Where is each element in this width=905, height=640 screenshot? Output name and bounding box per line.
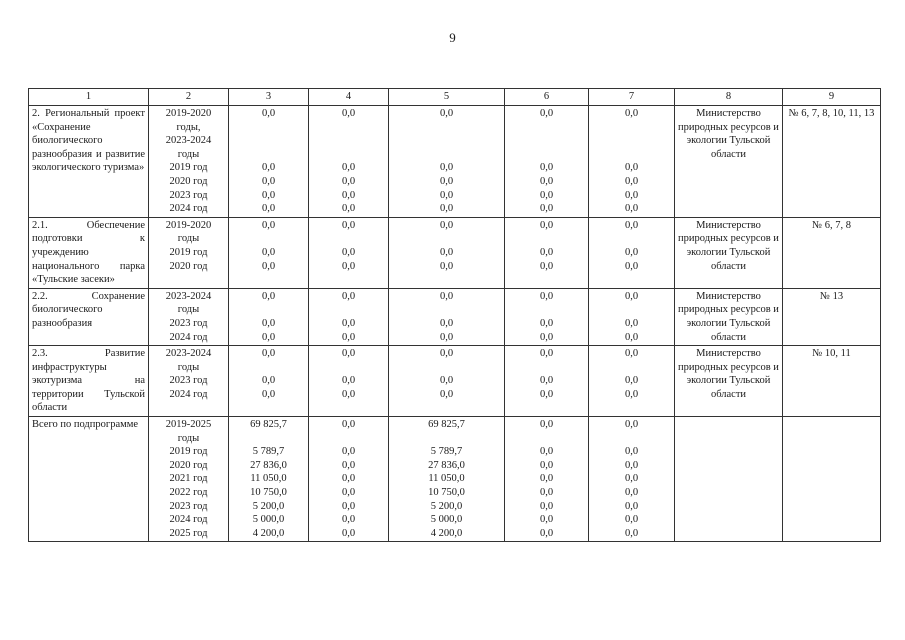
period-cell [149,217,229,288]
cell-line [592,303,671,317]
cell-line [592,432,671,446]
cell-line: 0,0 [539,260,554,272]
cell-line: 5 200,0 [252,500,285,512]
col-header-2: 2 [149,89,229,106]
col-header-3: 3 [229,89,309,106]
federal-budget-cell [309,106,389,218]
local-budget-cell [505,346,589,417]
col-header-9: 9 [783,89,881,106]
cell-line: 0,0 [624,260,639,272]
cell-line: 2019 год [169,162,208,174]
cell-line: 0,0 [261,219,276,231]
period-cell [149,288,229,345]
cell-line: 0,0 [539,527,554,539]
cell-line: 2025 год [169,527,208,539]
responsible-cell: Министерство природных ресурсов и экологии Тульской области [675,106,783,218]
cell-line [392,121,501,135]
cell-line [232,232,305,246]
cell-line: 0,0 [341,348,356,360]
cell-line: 0,0 [539,219,554,231]
cell-line: 5 200,0 [430,500,463,512]
local-budget-cell [505,106,589,218]
cell-line: 0,0 [624,246,639,258]
col-header-4: 4 [309,89,389,106]
cell-line: 0,0 [624,500,639,512]
cell-line: 0,0 [439,388,454,400]
cell-line: 10 750,0 [428,487,465,499]
cell-line: 2023-2024 [165,290,212,302]
responsible-cell: Министерство природных ресурсов и экологии Тульской области [675,217,783,288]
cell-line: годы, [176,121,201,133]
cell-line: 0,0 [624,487,639,499]
cell-line: 5 000,0 [252,514,285,526]
cell-line: 2023 год [169,189,208,201]
cell-line [312,232,385,246]
cell-line: 0,0 [539,317,554,329]
cell-line: 0,0 [539,446,554,458]
cell-line: 0,0 [341,203,356,215]
cell-line: 0,0 [261,331,276,343]
cell-line: годы [177,233,200,245]
cell-line: 0,0 [439,189,454,201]
cell-line: 0,0 [539,108,554,119]
cell-line: 69 825,7 [428,419,465,431]
cell-line [592,134,671,148]
cell-line [312,432,385,446]
cell-line: 0,0 [341,375,356,387]
cell-line: годы [177,148,200,160]
other-sources-cell [589,217,675,288]
cell-line: 0,0 [439,108,454,119]
cell-line: 0,0 [261,175,276,187]
cell-line: 0,0 [539,388,554,400]
cell-line: 0,0 [341,175,356,187]
cell-line: 0,0 [624,473,639,485]
cell-line: 2020 год [169,175,208,187]
cell-line: 0,0 [539,459,554,471]
cell-line: 0,0 [439,219,454,231]
cell-line: 0,0 [341,108,356,119]
cell-line: 0,0 [624,388,639,400]
cell-line: 5 000,0 [430,514,463,526]
cell-line: 0,0 [624,375,639,387]
period-cell [149,106,229,218]
col-header-5: 5 [389,89,505,106]
page-number: 9 [449,30,456,45]
total-funding-cell [229,346,309,417]
cell-line: 0,0 [261,189,276,201]
cell-line: 0,0 [341,290,356,302]
cell-line: 2023-2024 [165,348,212,360]
table-row [29,217,881,288]
cell-line: 5 789,7 [252,446,285,458]
table-row [29,106,881,218]
cell-line: 0,0 [341,162,356,174]
cell-line [232,134,305,148]
cell-line: 0,0 [261,162,276,174]
cell-line: 0,0 [624,162,639,174]
cell-line: 0,0 [261,246,276,258]
cell-line: 2021 год [169,473,208,485]
cell-line: 0,0 [539,331,554,343]
local-budget-cell [505,217,589,288]
total-funding-cell [229,106,309,218]
financing-table [28,88,881,542]
cell-line: 0,0 [261,290,276,302]
indicators-cell [783,417,881,542]
period-cell [149,417,229,542]
cell-line: 0,0 [341,388,356,400]
col-header-1: 1 [29,89,149,106]
table-row [29,346,881,417]
cell-line [592,232,671,246]
cell-line: 0,0 [539,203,554,215]
cell-line [508,134,585,148]
responsible-cell: Министерство природных ресурсов и экологии Тульской области [675,346,783,417]
cell-line: 0,0 [624,175,639,187]
total-funding-cell [229,288,309,345]
col-header-8: 8 [675,89,783,106]
cell-line: 0,0 [439,162,454,174]
regional-budget-cell [389,217,505,288]
cell-line: 4 200,0 [252,527,285,539]
cell-line [312,361,385,375]
cell-line: 2019-2025 [165,419,212,431]
cell-line: 0,0 [341,446,356,458]
cell-line: 0,0 [439,348,454,360]
indicators-cell: № 10, 11 [783,346,881,417]
measure-name-cell: 2.3. Развитие инфраструктуры экотуризма на территории Тульской области [29,346,149,417]
cell-line: 0,0 [439,317,454,329]
cell-line: 2023-2024 [165,135,212,147]
cell-line [392,148,501,162]
measure-name-cell: 2.1. Обеспечение подготовки к учреждению национального парка «Тульские засеки» [29,217,149,288]
cell-line: 0,0 [261,108,276,119]
cell-line: 10 750,0 [250,487,287,499]
total-funding-cell [229,217,309,288]
cell-line [232,148,305,162]
cell-line: 0,0 [341,246,356,258]
cell-line [312,121,385,135]
measure-name-cell: 2.2. Сохранение биологического разнообразия [29,288,149,345]
federal-budget-cell [309,417,389,542]
cell-line [508,148,585,162]
cell-line [232,361,305,375]
cell-line: 0,0 [261,348,276,360]
cell-line: 2019 год [169,446,208,458]
cell-line: 0,0 [341,459,356,471]
cell-line: 0,0 [439,290,454,302]
federal-budget-cell [309,346,389,417]
cell-line: 0,0 [539,514,554,526]
cell-line: 0,0 [539,175,554,187]
cell-line: 2019-2020 [165,108,212,119]
cell-line: 0,0 [624,317,639,329]
cell-line: 0,0 [439,331,454,343]
cell-line: 0,0 [539,189,554,201]
cell-line: 2022 год [169,487,208,499]
cell-line: 0,0 [439,246,454,258]
cell-line [312,148,385,162]
regional-budget-cell [389,417,505,542]
cell-line: 0,0 [539,419,554,431]
cell-line [508,232,585,246]
cell-line [312,134,385,148]
cell-line [392,134,501,148]
cell-line [592,121,671,135]
cell-line: 0,0 [341,487,356,499]
cell-line: 0,0 [261,317,276,329]
cell-line: 27 836,0 [250,459,287,471]
cell-line: 11 050,0 [428,473,465,485]
cell-line: 0,0 [341,331,356,343]
cell-line: 0,0 [624,446,639,458]
cell-line: 2023 год [169,500,208,512]
cell-line: 2023 год [169,317,208,329]
cell-line [232,303,305,317]
cell-line [392,361,501,375]
cell-line: 0,0 [261,388,276,400]
cell-line: 11 050,0 [250,473,287,485]
cell-line: 0,0 [539,487,554,499]
cell-line: 0,0 [539,500,554,512]
cell-line [508,432,585,446]
cell-line: годы [177,432,200,444]
cell-line: годы [177,361,200,373]
cell-line: 0,0 [261,260,276,272]
total-funding-cell [229,417,309,542]
cell-line [508,303,585,317]
cell-line: 0,0 [539,473,554,485]
cell-line [392,303,501,317]
cell-line [592,361,671,375]
header-row [29,89,881,106]
regional-budget-cell [389,288,505,345]
cell-line: 0,0 [624,203,639,215]
table-row [29,417,881,542]
cell-line [392,432,501,446]
cell-line: 0,0 [624,348,639,360]
indicators-cell: № 6, 7, 8, 10, 11, 13 [783,106,881,218]
cell-line: 0,0 [624,108,639,119]
cell-line [508,121,585,135]
cell-line: 0,0 [341,189,356,201]
cell-line: 0,0 [624,219,639,231]
cell-line: 0,0 [624,419,639,431]
cell-line: 0,0 [341,527,356,539]
cell-line: 2024 год [169,388,208,400]
cell-line: 0,0 [624,290,639,302]
local-budget-cell [505,417,589,542]
cell-line: 2024 год [169,514,208,526]
federal-budget-cell [309,288,389,345]
regional-budget-cell [389,346,505,417]
cell-line: 2019 год [169,246,208,258]
cell-line: 0,0 [439,375,454,387]
cell-line: 27 836,0 [428,459,465,471]
cell-line: 2019-2020 [165,219,212,231]
measure-name-cell: 2. Региональный проект «Сохранение биологического разнообразия и развитие экологического туризма» [29,106,149,218]
cell-line: 0,0 [539,162,554,174]
cell-line: 69 825,7 [250,419,287,431]
cell-line: 0,0 [341,260,356,272]
cell-line: 0,0 [439,260,454,272]
responsible-cell [675,417,783,542]
cell-line [592,148,671,162]
other-sources-cell [589,417,675,542]
cell-line: 0,0 [624,527,639,539]
measure-name-cell: Всего по подпрограмме [29,417,149,542]
cell-line [508,361,585,375]
cell-line [232,432,305,446]
cell-line: 0,0 [261,375,276,387]
cell-line: 0,0 [439,175,454,187]
cell-line: 0,0 [341,419,356,431]
table-row [29,288,881,345]
cell-line: 0,0 [439,203,454,215]
other-sources-cell [589,288,675,345]
cell-line: 0,0 [624,459,639,471]
cell-line: 0,0 [624,189,639,201]
cell-line: 2020 год [169,459,208,471]
col-header-6: 6 [505,89,589,106]
col-header-7: 7 [589,89,675,106]
federal-budget-cell [309,217,389,288]
period-cell [149,346,229,417]
cell-line: 2020 год [169,260,208,272]
cell-line: 0,0 [539,348,554,360]
cell-line: 0,0 [539,246,554,258]
local-budget-cell [505,288,589,345]
cell-line [312,303,385,317]
responsible-cell: Министерство природных ресурсов и экологии Тульской области [675,288,783,345]
regional-budget-cell [389,106,505,218]
indicators-cell: № 13 [783,288,881,345]
cell-line [392,232,501,246]
cell-line [232,121,305,135]
other-sources-cell [589,106,675,218]
cell-line: 0,0 [341,317,356,329]
cell-line: 5 789,7 [430,446,463,458]
cell-line: 0,0 [539,290,554,302]
cell-line: 0,0 [341,500,356,512]
cell-line: 0,0 [261,203,276,215]
cell-line: 0,0 [624,331,639,343]
cell-line: 0,0 [341,514,356,526]
cell-line: 0,0 [341,219,356,231]
cell-line: 2023 год [169,375,208,387]
cell-line: 0,0 [341,473,356,485]
cell-line: 0,0 [624,514,639,526]
cell-line: 2024 год [169,331,208,343]
cell-line: 2024 год [169,203,208,215]
other-sources-cell [589,346,675,417]
cell-line: годы [177,304,200,316]
cell-line: 0,0 [539,375,554,387]
indicators-cell: № 6, 7, 8 [783,217,881,288]
cell-line: 4 200,0 [430,527,463,539]
